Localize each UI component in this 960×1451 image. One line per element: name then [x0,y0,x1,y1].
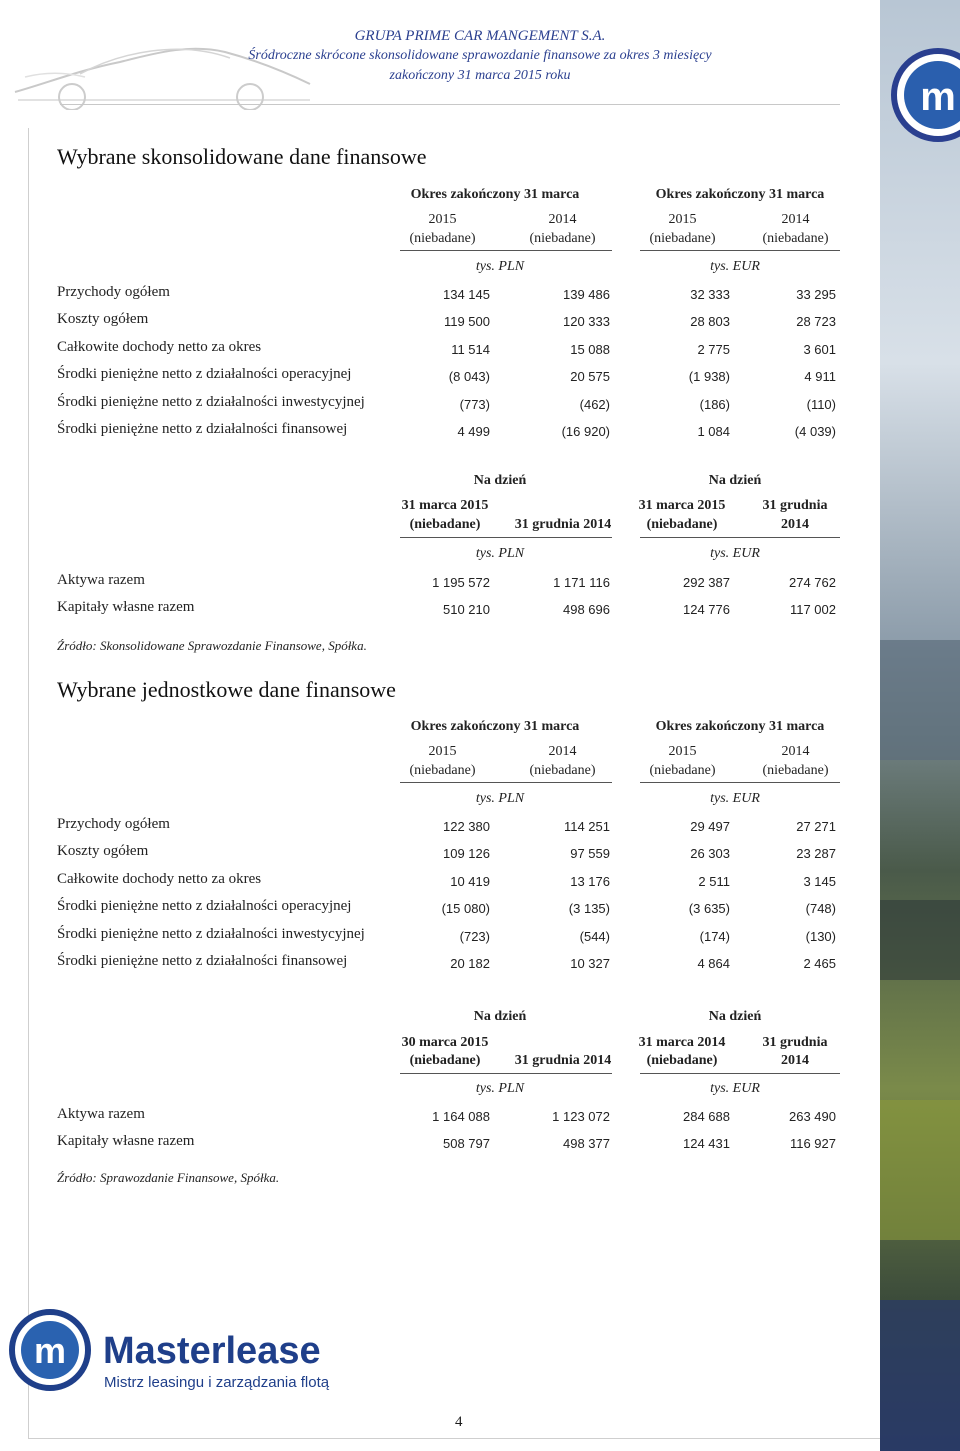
row-value-col3: 284 688 [683,1109,730,1124]
row-value-col4: 4 911 [804,369,836,385]
row-label: Środki pieniężne netto z działalności inwestycyjnej [57,393,365,410]
bs-col4-line1: 31 grudnia [762,1035,828,1050]
bs-col1-line1: 30 marca 2015 [401,1035,489,1050]
brand-tagline: Mistrz leasingu i zarządzania flotą [104,1374,330,1391]
bs-group-header-eur: Na dzień [708,1009,762,1024]
bs-unit-pln: tys. PLN [475,1081,525,1096]
row-label: Aktywa razem [57,572,145,588]
source-note-consolidated: Źródło: Skonsolidowane Sprawozdanie Finansowe, Spółka. [57,638,367,653]
source-note-standalone: Źródło: Sprawozdanie Finansowe, Spółka. [57,1170,280,1185]
row-value-col4: 27 271 [796,819,836,834]
bs-col3-line1: 31 marca 2014 [638,1035,726,1050]
col4-year: 2014 [781,744,810,759]
col3-note: (niebadane) [649,231,716,246]
row-value-col3: 2 775 [697,341,730,357]
row-value-col1: 134 145 [443,287,490,302]
brand-name: Masterlease [103,1330,321,1372]
row-value-col2: 10 327 [570,956,610,971]
row-value-col1: (8 043) [448,369,490,385]
row-label: Środki pieniężne netto z działalności inwestycyjnej [57,925,365,942]
row-value-col3: 28 803 [690,314,730,330]
row-label: Środki pieniężne netto z działalności operacyjnej [57,366,352,383]
col1-year: 2015 [428,212,457,227]
row-value-col4: (110) [806,396,836,412]
row-value-col3: 124 431 [683,1136,730,1151]
bs-col1-line1: 31 marca 2015 [401,498,489,513]
row-value-col3: (1 938) [688,369,730,385]
row-value-col3: 124 776 [683,602,730,617]
header-underline-eur [640,782,840,783]
coastal-photo-strip [880,0,960,1451]
unit-eur: tys. EUR [710,791,760,806]
row-label: Kapitały własne razem [57,1133,195,1149]
row-value-col2: 114 251 [563,819,610,834]
bs-unit-pln: tys. PLN [475,546,525,561]
unit-pln: tys. PLN [475,791,525,806]
header-report-period: zakończony 31 marca 2015 roku [389,68,571,83]
section-title-standalone: Wybrane jednostkowe dane finansowe [57,677,396,702]
col3-note: (niebadane) [649,763,716,778]
header-underline-pln [400,782,612,783]
bs-col3-line2: (niebadane) [646,1053,718,1068]
col1-note: (niebadane) [409,231,476,246]
row-value-col2: 139 486 [563,287,610,302]
row-value-col4: 28 723 [796,314,836,330]
bs-col3-line1: 31 marca 2015 [638,498,726,513]
period-group-header-eur: Okres zakończony 31 marca [655,187,825,202]
row-value-col2: 498 377 [563,1136,610,1151]
row-value-col2: (544) [579,928,610,944]
col3-year: 2015 [668,744,697,759]
page-number: 4 [455,1414,463,1430]
row-value-col3: 4 864 [697,956,730,971]
col1-year: 2015 [428,744,457,759]
row-value-col1: (723) [459,928,490,944]
row-value-col3: 26 303 [690,846,730,862]
row-value-col1: 11 514 [451,341,490,357]
row-label: Aktywa razem [57,1106,145,1122]
row-value-col4: 116 927 [789,1136,836,1151]
row-label: Przychody ogółem [57,816,170,832]
row-value-col1: 109 126 [443,846,490,862]
period-group-header-pln: Okres zakończony 31 marca [410,719,580,734]
bs-underline-eur [640,537,840,538]
header-company-name: GRUPA PRIME CAR MANGEMENT S.A. [354,28,606,44]
col2-note: (niebadane) [529,763,596,778]
col4-note: (niebadane) [762,763,829,778]
row-label: Środki pieniężne netto z działalności operacyjnej [57,898,352,915]
row-value-col1: (773) [459,396,490,412]
row-value-col2: 97 559 [570,846,610,862]
row-value-col1: 510 210 [443,602,490,617]
row-value-col4: 274 762 [789,575,836,590]
row-value-col2: 13 176 [570,873,610,889]
row-label: Przychody ogółem [57,284,170,300]
row-value-col4: (4 039) [794,424,836,439]
row-value-col2: (16 920) [561,424,610,439]
bs-underline-eur [640,1073,840,1074]
row-value-col2: 1 123 072 [552,1109,610,1124]
row-value-col1: 20 182 [450,956,490,971]
row-value-col1: 10 419 [450,873,490,889]
col2-note: (niebadane) [529,231,596,246]
row-value-col1: 1 164 088 [432,1109,490,1124]
row-label: Środki pieniężne netto z działalności finansowej [57,421,348,437]
col4-note: (niebadane) [762,231,829,246]
bs-underline-pln [400,537,612,538]
row-value-col1: 4 499 [457,424,490,439]
header-divider [60,104,840,105]
row-value-col4: 23 287 [796,846,836,862]
row-value-col4: (748) [805,901,836,917]
row-value-col3: (186) [699,396,730,412]
row-value-col3: 29 497 [690,819,730,834]
row-label: Koszty ogółem [57,843,149,860]
row-value-col4: 2 465 [803,956,836,971]
row-label: Całkowite dochody netto za okres [57,870,262,887]
bs-col2: 31 grudnia 2014 [514,517,612,532]
row-value-col1: 122 380 [443,819,490,834]
bs-unit-eur: tys. EUR [710,546,760,561]
col2-year: 2014 [548,212,577,227]
bs-col1-line2: (niebadane) [409,1053,481,1068]
row-label: Środki pieniężne netto z działalności finansowej [57,953,348,969]
row-value-col2: 498 696 [563,602,610,617]
period-group-header-eur: Okres zakończony 31 marca [655,719,825,734]
row-value-col1: 508 797 [443,1136,490,1151]
bs-col4-line1: 31 grudnia [762,498,828,513]
period-group-header-pln: Okres zakończony 31 marca [410,187,580,202]
svg-text:m: m [920,75,956,119]
row-value-col4: 3 601 [803,341,836,357]
col3-year: 2015 [668,212,697,227]
row-label: Całkowite dochody netto za okres [57,338,262,355]
section-title-consolidated: Wybrane skonsolidowane dane finansowe [57,144,427,169]
row-value-col2: 120 333 [563,314,610,330]
bs-unit-eur: tys. EUR [710,1081,760,1096]
row-value-col2: 15 088 [570,341,610,357]
row-value-col4: 263 490 [789,1109,836,1124]
footer-divider [60,1438,880,1439]
row-value-col2: 1 171 116 [553,575,610,590]
row-label: Kapitały własne razem [57,599,195,615]
row-value-col3: 1 084 [697,424,730,439]
row-value-col1: 1 195 572 [432,575,490,590]
col4-year: 2014 [781,212,810,227]
bs-col4-line2: 2014 [781,517,809,532]
row-value-col3: 292 387 [683,575,730,590]
header-report-title: Śródroczne skrócone skonsolidowane sprawozdanie finansowe za okres 3 miesięcy [248,48,712,63]
masterlease-logo [8,1305,348,1400]
col1-note: (niebadane) [409,763,476,778]
row-label: Koszty ogółem [57,311,149,328]
row-value-col2: (3 135) [568,901,610,917]
bs-group-header-eur: Na dzień [708,473,762,488]
bs-col3-line2: (niebadane) [646,517,718,532]
header-underline-pln [400,250,612,251]
unit-eur: tys. EUR [710,259,760,274]
bs-col2: 31 grudnia 2014 [514,1053,612,1068]
row-value-col3: (174) [699,928,730,944]
svg-text:m: m [33,1330,67,1371]
row-value-col3: (3 635) [688,901,730,917]
header-underline-eur [640,250,840,251]
unit-pln: tys. PLN [475,259,525,274]
row-value-col2: 20 575 [570,369,610,385]
row-value-col1: (15 080) [441,901,490,917]
bs-group-header-pln: Na dzień [473,473,527,488]
bs-underline-pln [400,1073,612,1074]
bs-col4-line2: 2014 [781,1053,809,1068]
row-value-col4: 3 145 [803,873,836,889]
bs-col1-line2: (niebadane) [409,517,481,532]
row-value-col3: 2 511 [698,873,730,889]
row-value-col2: (462) [579,396,610,412]
row-value-col1: 119 500 [443,314,490,330]
row-value-col4: (130) [805,928,836,944]
row-value-col3: 32 333 [690,287,730,302]
bs-group-header-pln: Na dzień [473,1009,527,1024]
row-value-col4: 117 002 [789,602,836,617]
row-value-col4: 33 295 [796,287,836,302]
page-header [0,0,880,112]
col2-year: 2014 [548,744,577,759]
